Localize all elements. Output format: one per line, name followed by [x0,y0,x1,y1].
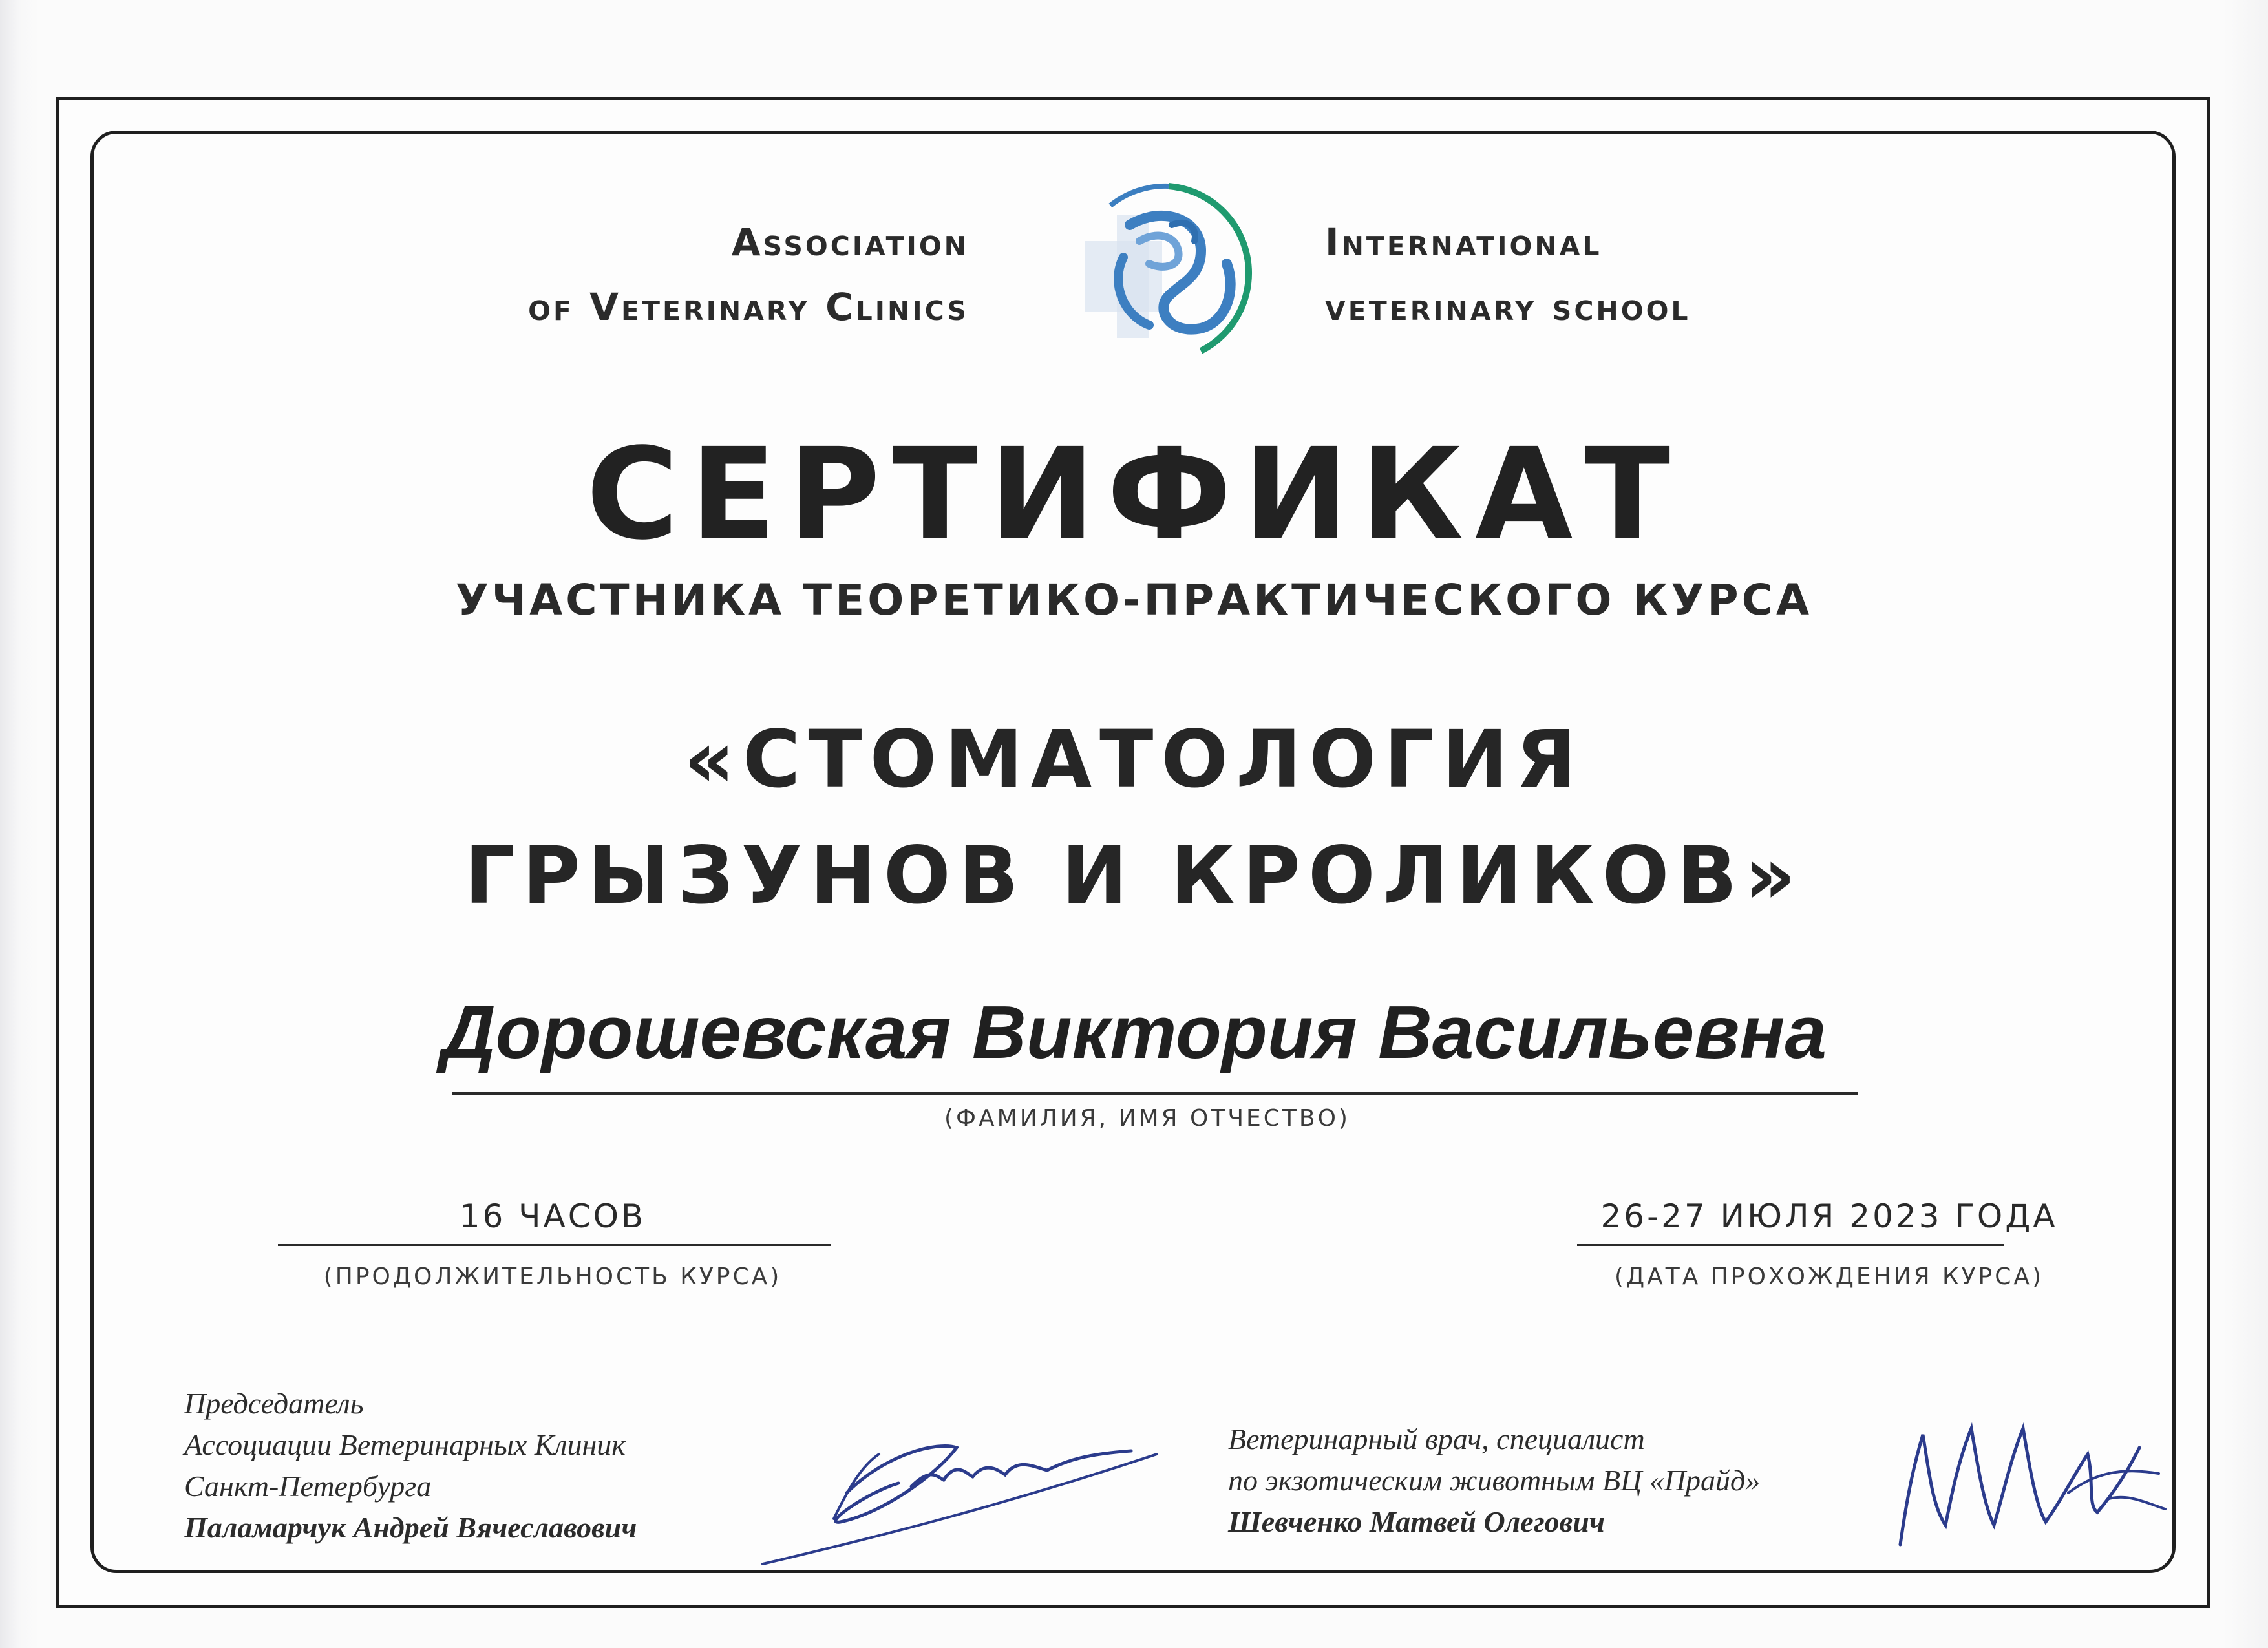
left-signatory-line-3: Санкт-Петербурга [184,1470,432,1503]
course-title-line-1: «СТОМАТОЛОГИЯ [684,713,1584,805]
right-signatory [1228,1419,1760,1543]
participant-name: Дорошевская Виктория Васильевна [441,990,1827,1074]
school-line-1: International [1325,220,1602,264]
left-signatory-line-2: Ассоциации Ветеринарных Клиник [184,1428,626,1461]
right-signatory-line-1: Ветеринарный врач, специалист [1228,1422,1645,1455]
course-title [0,701,2268,934]
certificate-title: СЕРТИФИКАТ [586,421,1682,567]
school-name [1325,210,1971,339]
right-signatory-name: Шевченко Матвей Олегович [1228,1505,1605,1538]
left-signatory-name: Паламарчук Андрей Вячеславович [184,1511,637,1544]
date-underline [1577,1244,2004,1246]
association-line-2: of Veterinary Clinics [528,285,969,329]
participant-caption: (ФАМИЛИЯ, ИМЯ ОТЧЕСТВО) [944,1105,1350,1132]
date-caption: (ДАТА ПРОХОЖДЕНИЯ КУРСА) [1614,1263,2044,1290]
course-duration: 16 ЧАСОВ [459,1198,646,1235]
course-date: 26-27 ИЮЛЯ 2023 ГОДА [1600,1198,2058,1235]
course-title-line-2: ГРЫЗУНОВ И КРОЛИКОВ» [464,830,1804,922]
certificate-subtitle: УЧАСТНИКА ТЕОРЕТИКО-ПРАКТИЧЕСКОГО КУРСА [455,575,1813,625]
duration-caption: (ПРОДОЛЖИТЕЛЬНОСТЬ КУРСА) [323,1263,782,1290]
duration-underline [278,1244,831,1246]
veterinary-school-logo-icon [1072,180,1259,367]
left-signatory [184,1383,637,1548]
right-signatory-line-2: по экзотическим животным ВЦ «Прайд» [1228,1464,1761,1497]
association-line-1: Association [731,220,969,264]
left-handwritten-signature [743,1415,1163,1583]
left-signatory-line-1: Председатель [184,1387,364,1420]
school-line-2: veterinary school [1325,285,1691,329]
right-handwritten-signature [1874,1396,2172,1558]
association-name [323,210,969,339]
participant-name-underline [452,1092,1858,1095]
